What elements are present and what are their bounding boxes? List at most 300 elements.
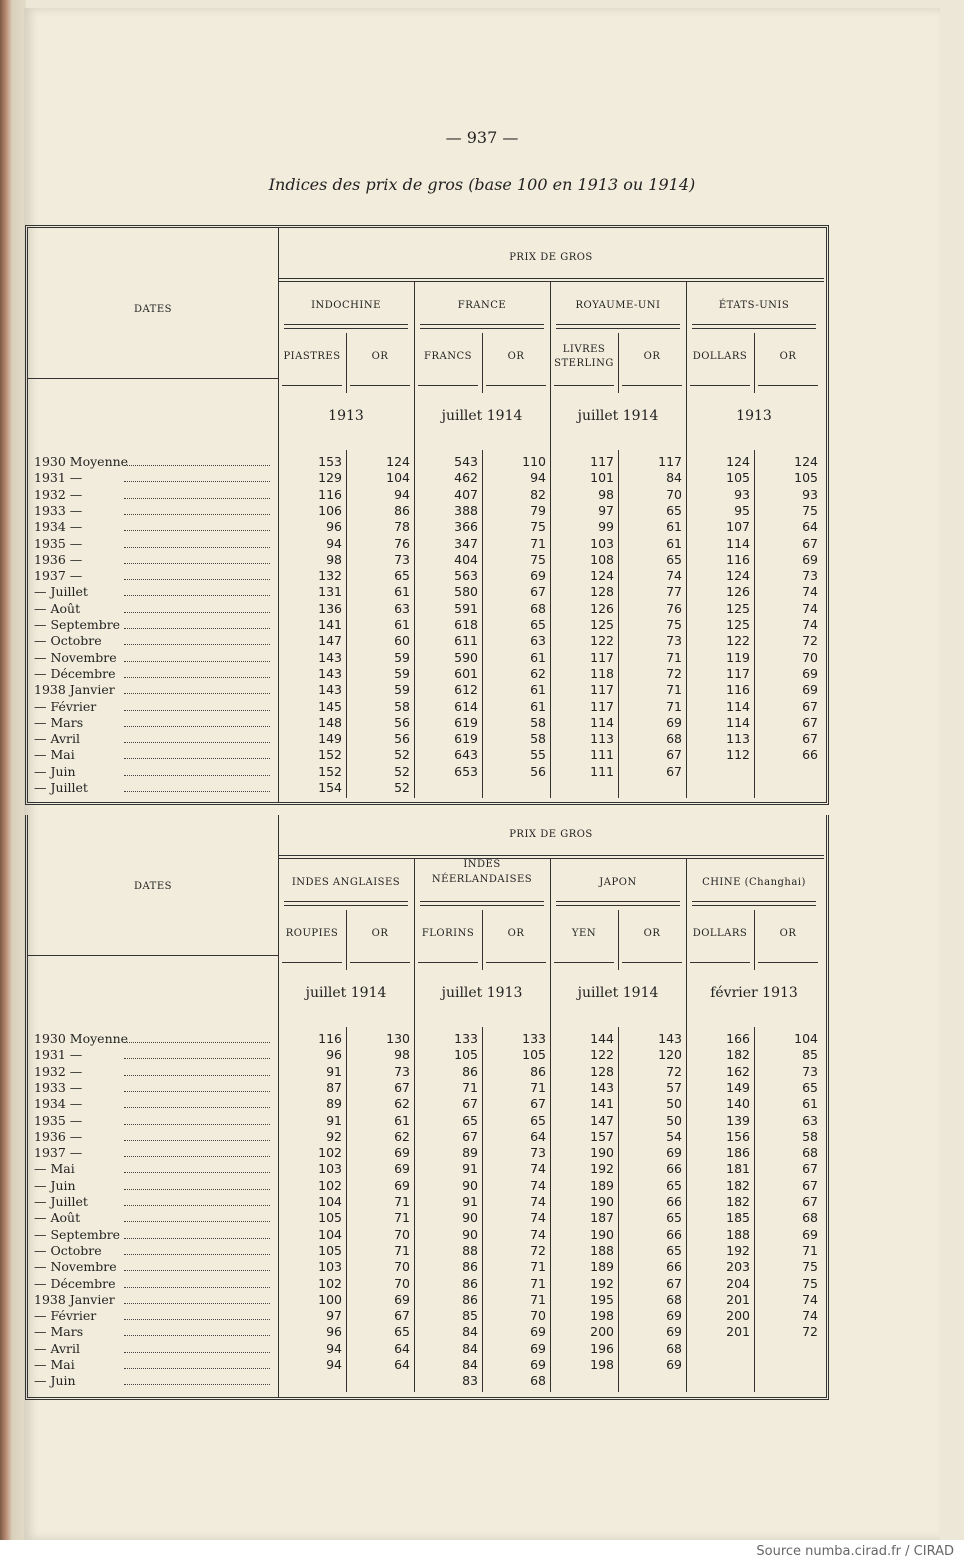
value-cell: 94 xyxy=(326,1340,342,1356)
value-cell: 404 xyxy=(454,551,478,567)
value-cell: 91 xyxy=(462,1194,478,1209)
value-cell: 73 xyxy=(802,568,818,584)
value-cell: 66 xyxy=(666,1161,682,1177)
value-cell: 70 xyxy=(394,1226,410,1242)
value-cell: 105 xyxy=(318,1242,342,1258)
value-cell: 141 xyxy=(318,617,342,632)
value-cell: 102 xyxy=(318,1145,342,1161)
row-date: 1936 — xyxy=(34,551,83,567)
dot-leader xyxy=(124,1384,270,1385)
value-cell: 75 xyxy=(802,502,818,518)
table-row xyxy=(28,1276,826,1292)
base-period: 1913 xyxy=(736,408,772,424)
table-row xyxy=(28,715,826,731)
country-rule-2 xyxy=(420,905,544,906)
value-cell: 73 xyxy=(802,1063,818,1079)
value-cell: 56 xyxy=(530,763,546,779)
value-cell: 65 xyxy=(666,502,682,518)
value-cell: 117 xyxy=(590,454,614,469)
base-period: juillet 1914 xyxy=(441,408,523,424)
country-rule-2 xyxy=(692,905,816,906)
value-cell: 147 xyxy=(590,1112,614,1128)
dot-leader xyxy=(124,1205,270,1206)
value-cell: 104 xyxy=(318,1226,342,1242)
dot-leader xyxy=(124,1075,270,1076)
value-cell: 66 xyxy=(666,1259,682,1275)
value-cell: 126 xyxy=(726,584,750,600)
group-header: PRIX DE GROS xyxy=(509,829,593,840)
value-cell: 91 xyxy=(326,1063,342,1079)
dot-leader xyxy=(124,1221,270,1222)
unit-divider xyxy=(754,333,755,393)
row-date: — Mai xyxy=(34,1357,75,1372)
value-cell: 67 xyxy=(802,1161,818,1177)
value-cell: 181 xyxy=(726,1161,750,1177)
value-cell: 71 xyxy=(530,1275,546,1291)
value-cell: 62 xyxy=(394,1128,410,1144)
value-cell: 153 xyxy=(318,454,342,469)
value-cell: 67 xyxy=(666,747,682,763)
value-cell: 149 xyxy=(318,731,342,747)
unit-rule xyxy=(282,385,342,386)
unit-rule xyxy=(554,962,614,963)
value-cell: 68 xyxy=(802,1210,818,1226)
table-row xyxy=(28,617,826,633)
value-cell: 76 xyxy=(666,600,682,616)
value-cell: 69 xyxy=(666,1357,682,1372)
row-date: — Septembre xyxy=(34,1226,121,1242)
base-period: juillet 1914 xyxy=(577,408,659,424)
value-cell: 98 xyxy=(326,551,342,567)
value-cell: 74 xyxy=(802,617,818,632)
value-cell: 186 xyxy=(726,1145,750,1161)
row-date: 1935 — xyxy=(34,535,83,551)
value-cell: 67 xyxy=(462,1096,478,1112)
value-cell: 62 xyxy=(394,1096,410,1112)
value-cell: 96 xyxy=(326,1324,342,1340)
row-date: 1935 — xyxy=(34,1112,83,1128)
dates-header: DATES xyxy=(133,881,172,892)
dot-leader xyxy=(124,1368,270,1369)
unit-rule xyxy=(282,962,342,963)
country-rule xyxy=(420,324,544,325)
body-unit-divider xyxy=(754,450,755,798)
value-cell: 143 xyxy=(318,665,342,681)
body-country-divider xyxy=(550,410,551,798)
table-row xyxy=(28,568,826,584)
row-date: — Mars xyxy=(34,714,84,730)
value-cell: 72 xyxy=(802,1324,818,1340)
value-cell: 105 xyxy=(522,1047,546,1063)
value-cell: 72 xyxy=(666,1063,682,1079)
value-cell: 73 xyxy=(666,633,682,649)
value-cell: 69 xyxy=(802,551,818,567)
dot-leader xyxy=(124,758,270,759)
value-cell: 116 xyxy=(726,551,750,567)
value-cell: 50 xyxy=(666,1096,682,1112)
country-rule-2 xyxy=(420,328,544,329)
table-row xyxy=(28,503,826,519)
body-country-divider xyxy=(686,987,687,1392)
value-cell: 643 xyxy=(454,747,478,763)
value-cell: 68 xyxy=(530,600,546,616)
value-cell: 65 xyxy=(802,1079,818,1095)
unit-header: LIVRES STERLING xyxy=(554,344,614,369)
unit-header: FRANCS xyxy=(424,351,472,362)
value-cell: 61 xyxy=(666,535,682,551)
value-cell: 93 xyxy=(734,486,750,502)
value-cell: 113 xyxy=(726,731,750,747)
value-cell: 99 xyxy=(598,519,614,535)
value-cell: 71 xyxy=(530,535,546,551)
value-cell: 543 xyxy=(454,454,478,469)
row-date: 1932 — xyxy=(34,486,83,502)
country-rule-2 xyxy=(556,905,680,906)
value-cell: 69 xyxy=(802,1226,818,1242)
row-date: — Juin xyxy=(34,763,76,779)
value-cell: 73 xyxy=(394,551,410,567)
unit-rule xyxy=(350,962,410,963)
value-cell: 653 xyxy=(454,763,478,779)
value-cell: 64 xyxy=(802,519,818,535)
value-cell: 65 xyxy=(394,1324,410,1340)
value-cell: 100 xyxy=(318,1291,342,1307)
value-cell: 122 xyxy=(590,633,614,649)
value-cell: 65 xyxy=(666,1210,682,1226)
dot-leader xyxy=(124,628,270,629)
country-rule-2 xyxy=(556,328,680,329)
unit-rule xyxy=(690,385,750,386)
table-row xyxy=(28,601,826,617)
value-cell: 116 xyxy=(726,682,750,698)
value-cell: 65 xyxy=(666,1177,682,1193)
unit-rule xyxy=(350,385,410,386)
value-cell: 86 xyxy=(530,1063,546,1079)
country-rule xyxy=(284,324,408,325)
value-cell: 69 xyxy=(530,1357,546,1372)
value-cell: 86 xyxy=(462,1259,478,1275)
country-rule-2 xyxy=(284,328,408,329)
value-cell: 61 xyxy=(530,682,546,698)
value-cell: 71 xyxy=(802,1242,818,1258)
dates-rule xyxy=(28,378,278,379)
unit-header: OR xyxy=(643,928,661,939)
table-row xyxy=(28,650,826,666)
value-cell: 166 xyxy=(726,1031,750,1046)
group-rule-2 xyxy=(278,281,824,282)
body-unit-divider xyxy=(618,450,619,798)
dot-leader xyxy=(124,595,270,596)
unit-divider xyxy=(482,910,483,970)
value-cell: 366 xyxy=(454,519,478,535)
table-row xyxy=(28,1210,826,1226)
row-date: 1937 — xyxy=(34,1145,83,1161)
value-cell: 58 xyxy=(530,731,546,747)
row-date: — Décembre xyxy=(34,665,116,681)
dot-leader xyxy=(124,612,270,613)
value-cell: 69 xyxy=(666,1145,682,1161)
value-cell: 69 xyxy=(666,714,682,730)
value-cell: 70 xyxy=(802,649,818,665)
value-cell: 105 xyxy=(726,470,750,486)
value-cell: 67 xyxy=(394,1308,410,1324)
country-header: INDOCHINE xyxy=(311,300,381,311)
value-cell: 69 xyxy=(530,1340,546,1356)
row-date: — Mars xyxy=(34,1324,84,1340)
value-cell: 143 xyxy=(590,1079,614,1095)
unit-rule xyxy=(758,962,818,963)
value-cell: 68 xyxy=(802,1145,818,1161)
value-cell: 117 xyxy=(658,454,682,469)
value-cell: 141 xyxy=(590,1096,614,1112)
group-rule xyxy=(278,278,824,279)
value-cell: 68 xyxy=(666,1291,682,1307)
value-cell: 133 xyxy=(522,1031,546,1046)
value-cell: 91 xyxy=(462,1161,478,1177)
table-row xyxy=(28,1096,826,1112)
value-cell: 88 xyxy=(462,1242,478,1258)
dot-leader xyxy=(124,514,270,515)
value-cell: 119 xyxy=(726,649,750,665)
value-cell: 117 xyxy=(590,649,614,665)
value-cell: 67 xyxy=(462,1128,478,1144)
value-cell: 67 xyxy=(394,1079,410,1095)
row-date: — Mai xyxy=(34,747,75,763)
value-cell: 113 xyxy=(590,731,614,747)
value-cell: 591 xyxy=(454,600,478,616)
value-cell: 67 xyxy=(802,1194,818,1209)
value-cell: 50 xyxy=(666,1112,682,1128)
value-cell: 67 xyxy=(802,731,818,747)
value-cell: 157 xyxy=(590,1128,614,1144)
value-cell: 93 xyxy=(802,486,818,502)
value-cell: 67 xyxy=(530,1096,546,1112)
unit-rule xyxy=(486,962,546,963)
value-cell: 61 xyxy=(802,1096,818,1112)
value-cell: 204 xyxy=(726,1275,750,1291)
value-cell: 67 xyxy=(802,535,818,551)
value-cell: 619 xyxy=(454,731,478,747)
table-row xyxy=(28,633,826,649)
table-row xyxy=(28,666,826,682)
dot-leader xyxy=(124,1058,270,1059)
value-cell: 126 xyxy=(590,600,614,616)
value-cell: 73 xyxy=(530,1145,546,1161)
value-cell: 203 xyxy=(726,1259,750,1275)
value-cell: 68 xyxy=(666,731,682,747)
value-cell: 59 xyxy=(394,665,410,681)
value-cell: 111 xyxy=(590,747,614,763)
value-cell: 58 xyxy=(530,714,546,730)
dot-leader xyxy=(124,579,270,580)
dot-leader xyxy=(124,1287,270,1288)
value-cell: 347 xyxy=(454,535,478,551)
value-cell: 61 xyxy=(530,698,546,714)
table-row xyxy=(28,454,826,470)
table-row xyxy=(28,1292,826,1308)
value-cell: 102 xyxy=(318,1177,342,1193)
unit-header: OR xyxy=(507,351,525,362)
value-cell: 74 xyxy=(802,584,818,600)
country-rule xyxy=(284,901,408,902)
value-cell: 149 xyxy=(726,1079,750,1095)
value-cell: 52 xyxy=(394,747,410,763)
unit-divider xyxy=(346,910,347,970)
country-header: INDES ANGLAISES xyxy=(291,877,401,888)
dot-leader xyxy=(124,1042,270,1043)
price-index-table-1 xyxy=(25,225,829,805)
value-cell: 189 xyxy=(590,1177,614,1193)
unit-header: OR xyxy=(643,351,661,362)
value-cell: 125 xyxy=(726,600,750,616)
dot-leader xyxy=(124,1189,270,1190)
value-cell: 68 xyxy=(666,1340,682,1356)
value-cell: 78 xyxy=(394,519,410,535)
value-cell: 182 xyxy=(726,1194,750,1209)
price-index-table-2 xyxy=(25,815,829,1400)
value-cell: 144 xyxy=(590,1031,614,1046)
value-cell: 64 xyxy=(394,1357,410,1372)
dot-leader xyxy=(124,481,270,482)
value-cell: 201 xyxy=(726,1291,750,1307)
value-cell: 86 xyxy=(462,1291,478,1307)
value-cell: 94 xyxy=(326,535,342,551)
value-cell: 132 xyxy=(318,568,342,584)
row-date: — Avril xyxy=(34,1340,81,1356)
dot-leader xyxy=(124,1107,270,1108)
value-cell: 84 xyxy=(666,470,682,486)
value-cell: 85 xyxy=(802,1047,818,1063)
dot-leader xyxy=(124,1270,270,1271)
value-cell: 124 xyxy=(794,454,818,469)
value-cell: 74 xyxy=(666,568,682,584)
value-cell: 124 xyxy=(726,454,750,469)
value-cell: 55 xyxy=(530,747,546,763)
value-cell: 68 xyxy=(530,1373,546,1389)
unit-divider xyxy=(618,910,619,970)
value-cell: 187 xyxy=(590,1210,614,1226)
value-cell: 117 xyxy=(590,682,614,698)
table-row xyxy=(28,1259,826,1275)
value-cell: 66 xyxy=(666,1194,682,1209)
value-cell: 66 xyxy=(666,1226,682,1242)
value-cell: 130 xyxy=(386,1031,410,1046)
value-cell: 122 xyxy=(726,633,750,649)
value-cell: 67 xyxy=(802,698,818,714)
country-header: ÉTATS-UNIS xyxy=(718,300,790,311)
value-cell: 65 xyxy=(530,617,546,632)
value-cell: 69 xyxy=(802,665,818,681)
value-cell: 94 xyxy=(326,1357,342,1372)
dot-leader xyxy=(124,530,270,531)
dot-leader xyxy=(124,1124,270,1125)
value-cell: 190 xyxy=(590,1145,614,1161)
base-period: juillet 1913 xyxy=(441,985,523,1001)
table-row xyxy=(28,699,826,715)
value-cell: 74 xyxy=(802,600,818,616)
dot-leader xyxy=(124,644,270,645)
value-cell: 89 xyxy=(326,1096,342,1112)
body-country-divider xyxy=(550,987,551,1392)
value-cell: 143 xyxy=(318,649,342,665)
table-row xyxy=(28,1161,826,1177)
value-cell: 74 xyxy=(530,1194,546,1209)
value-cell: 133 xyxy=(454,1031,478,1046)
value-cell: 111 xyxy=(590,763,614,779)
value-cell: 74 xyxy=(802,1291,818,1307)
row-date: — Juillet xyxy=(34,780,88,795)
row-date: 1937 — xyxy=(34,568,83,584)
value-cell: 75 xyxy=(530,519,546,535)
value-cell: 117 xyxy=(726,665,750,681)
country-rule xyxy=(556,901,680,902)
value-cell: 72 xyxy=(802,633,818,649)
value-cell: 84 xyxy=(462,1340,478,1356)
value-cell: 60 xyxy=(394,633,410,649)
value-cell: 145 xyxy=(318,698,342,714)
row-date: — Août xyxy=(34,1210,81,1226)
value-cell: 71 xyxy=(530,1259,546,1275)
value-cell: 58 xyxy=(802,1128,818,1144)
row-date: 1933 — xyxy=(34,1079,83,1095)
value-cell: 84 xyxy=(462,1324,478,1340)
body-unit-divider xyxy=(482,1027,483,1392)
value-cell: 102 xyxy=(318,1275,342,1291)
row-date: — Février xyxy=(34,698,97,714)
dot-leader xyxy=(124,661,270,662)
table-row xyxy=(28,764,826,780)
dot-leader xyxy=(124,1140,270,1141)
value-cell: 590 xyxy=(454,649,478,665)
value-cell: 140 xyxy=(726,1096,750,1112)
value-cell: 98 xyxy=(394,1047,410,1063)
value-cell: 52 xyxy=(394,780,410,795)
value-cell: 69 xyxy=(666,1324,682,1340)
body-unit-divider xyxy=(346,1027,347,1392)
value-cell: 128 xyxy=(590,584,614,600)
value-cell: 71 xyxy=(394,1242,410,1258)
value-cell: 89 xyxy=(462,1145,478,1161)
value-cell: 200 xyxy=(726,1308,750,1324)
value-cell: 70 xyxy=(394,1259,410,1275)
value-cell: 65 xyxy=(462,1112,478,1128)
value-cell: 85 xyxy=(462,1308,478,1324)
row-date: 1936 — xyxy=(34,1128,83,1144)
body-country-divider xyxy=(414,410,415,798)
body-unit-divider xyxy=(346,450,347,798)
row-date: 1938 Janvier xyxy=(34,1291,115,1307)
value-cell: 90 xyxy=(462,1210,478,1226)
dot-leader xyxy=(124,1091,270,1092)
value-cell: 69 xyxy=(394,1161,410,1177)
value-cell: 114 xyxy=(726,698,750,714)
value-cell: 612 xyxy=(454,682,478,698)
value-cell: 57 xyxy=(666,1079,682,1095)
value-cell: 198 xyxy=(590,1357,614,1372)
value-cell: 74 xyxy=(802,1308,818,1324)
group-header: PRIX DE GROS xyxy=(509,252,593,263)
value-cell: 182 xyxy=(726,1177,750,1193)
value-cell: 90 xyxy=(462,1226,478,1242)
unit-header: OR xyxy=(371,351,389,362)
value-cell: 192 xyxy=(726,1242,750,1258)
table-row xyxy=(28,1145,826,1161)
value-cell: 52 xyxy=(394,763,410,779)
body-country-divider xyxy=(686,410,687,798)
value-cell: 77 xyxy=(666,584,682,600)
table-row xyxy=(28,1113,826,1129)
row-date: — Octobre xyxy=(34,1242,102,1258)
